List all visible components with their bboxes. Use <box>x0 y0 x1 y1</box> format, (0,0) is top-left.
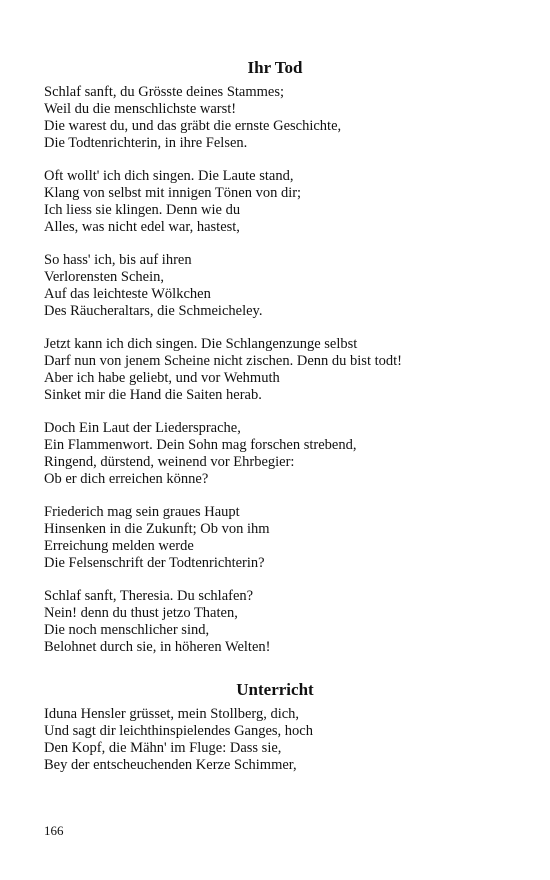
verse-line: Des Räucheraltars, die Schmeicheley. <box>44 303 263 319</box>
verse-line: Jetzt kann ich dich singen. Die Schlangenzunge selbst <box>44 336 358 352</box>
stanza-3 <box>44 252 534 320</box>
stanza-6 <box>44 504 534 572</box>
verse-line: Doch Ein Laut der Liedersprache, <box>44 420 241 436</box>
stanza-5 <box>44 420 534 488</box>
stanza-4 <box>44 336 534 404</box>
stanza-2 <box>44 168 534 236</box>
verse-line: Die noch menschlicher sind, <box>44 622 210 638</box>
poem-title-ihr-tod: Ihr Tod <box>247 58 303 77</box>
verse-line: Nein! denn du thust jetzo Thaten, <box>44 605 238 621</box>
verse-line: Die Felsenschrift der Todtenrichterin? <box>44 555 265 571</box>
poem-title-unterricht: Unterricht <box>236 680 314 699</box>
verse-line: Iduna Hensler grüsset, mein Stollberg, dich, <box>44 706 300 722</box>
poem-body-unterricht <box>44 706 534 790</box>
verse-line: Den Kopf, die Mähn' im Fluge: Dass sie, <box>44 740 282 756</box>
page-number: 166 <box>44 823 64 838</box>
verse-line: Und sagt dir leichthinspielendes Ganges, hoch <box>44 723 313 739</box>
verse-line: Erreichung melden werde <box>44 538 194 554</box>
poem-body-ihr-tod <box>44 84 534 672</box>
verse-line: Die warest du, und das gräbt die ernste Geschichte, <box>44 118 342 134</box>
verse-line: Ob er dich erreichen könne? <box>44 471 209 487</box>
verse-line: Weil du die menschlichste warst! <box>44 101 237 117</box>
verse-line: Belohnet durch sie, in höheren Welten! <box>44 639 271 655</box>
verse-line: Ringend, dürstend, weinend vor Ehrbegier: <box>44 454 295 470</box>
verse-line: Sinket mir die Hand die Saiten herab. <box>44 387 262 403</box>
verse-line: Friederich mag sein graues Haupt <box>44 504 240 520</box>
verse-line: Auf das leichteste Wölkchen <box>44 286 211 302</box>
stanza-1 <box>44 706 534 774</box>
verse-line: Alles, was nicht edel war, hastest, <box>44 219 240 235</box>
verse-line: Bey der entscheuchenden Kerze Schimmer, <box>44 757 297 773</box>
verse-line: Verlorensten Schein, <box>44 269 164 285</box>
verse-line: Ich liess sie klingen. Denn wie du <box>44 202 241 218</box>
verse-line: Die Todtenrichterin, in ihre Felsen. <box>44 135 248 151</box>
verse-line: So hass' ich, bis auf ihren <box>44 252 192 268</box>
verse-line: Darf nun von jenem Scheine nicht zischen. Denn du bist todt! <box>44 353 402 369</box>
stanza-7 <box>44 588 534 656</box>
verse-line: Aber ich habe geliebt, und vor Wehmuth <box>44 370 280 386</box>
verse-line: Oft wollt' ich dich singen. Die Laute stand, <box>44 168 294 184</box>
stanza-1 <box>44 84 534 152</box>
verse-line: Klang von selbst mit innigen Tönen von dir; <box>44 185 302 201</box>
verse-line: Ein Flammenwort. Dein Sohn mag forschen strebend, <box>44 437 357 453</box>
verse-line: Schlaf sanft, Theresia. Du schlafen? <box>44 588 254 604</box>
verse-line: Hinsenken in die Zukunft; Ob von ihm <box>44 521 270 537</box>
verse-line: Schlaf sanft, du Grösste deines Stammes; <box>44 84 285 100</box>
